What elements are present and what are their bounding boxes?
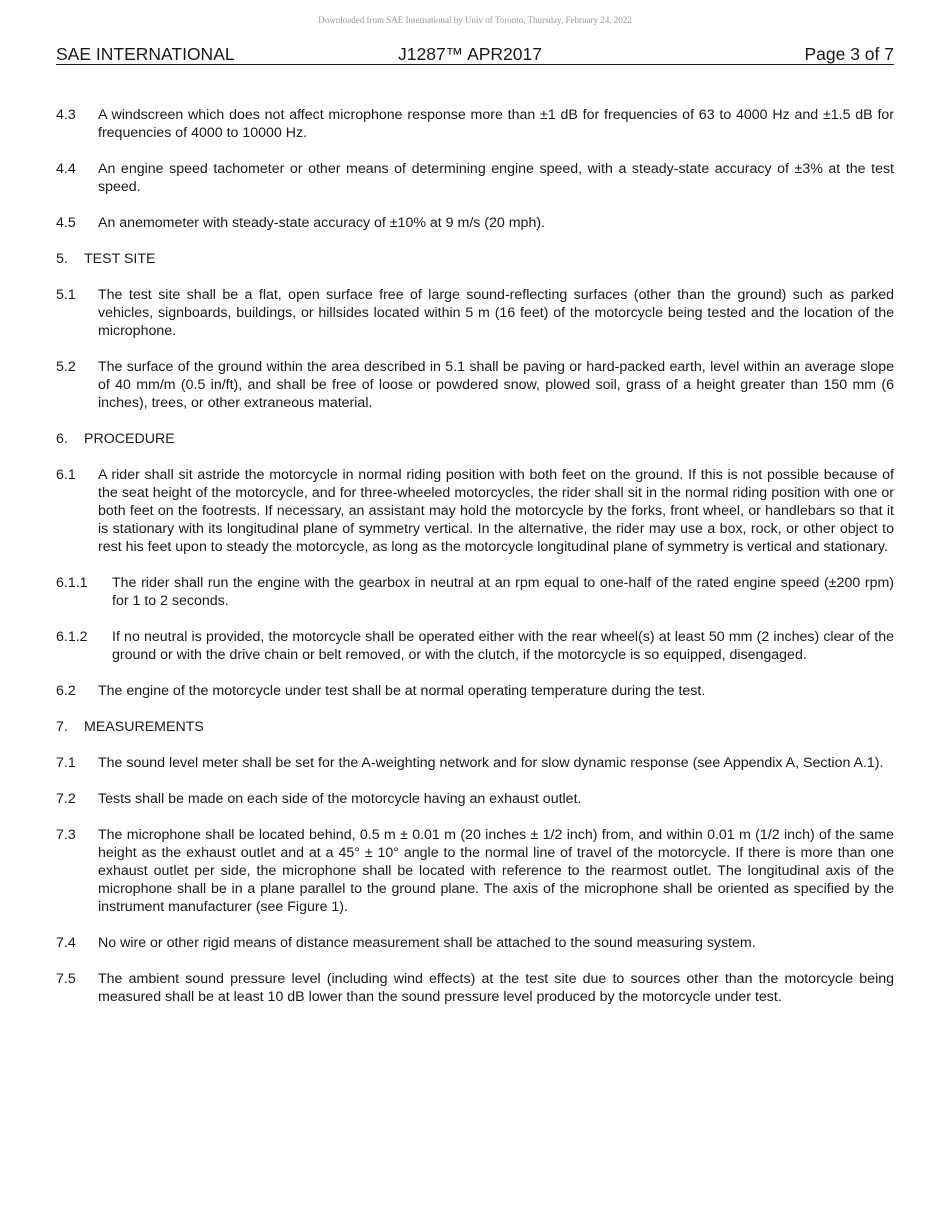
section-number: 6.1.1 [56,575,88,591]
heading-number: 7. [56,719,68,735]
section-text: An engine speed tachometer or other means of determining engine speed, with a steady-state accuracy of ±3% at the test speed. [98,161,894,195]
header-doc-id: J1287™ APR2017 [398,44,542,64]
section-5-1 [56,286,894,340]
section-4-5 [56,214,894,232]
heading-number: 5. [56,251,68,267]
section-number: 7.3 [56,827,76,843]
section-number: 6.1.2 [56,629,88,645]
document-body [56,106,894,1024]
heading-text: MEASUREMENTS [84,719,204,735]
section-7-1 [56,754,894,772]
section-number: 7.4 [56,935,76,951]
section-text: The rider shall run the engine with the gearbox in neutral at an rpm equal to one-half of the rated engine speed (±200 rpm) for 1 to 2 seconds. [112,575,894,609]
section-6-1-1 [56,574,894,610]
section-text: No wire or other rigid means of distance measurement shall be attached to the sound measuring system. [98,935,756,951]
section-text: The engine of the motorcycle under test shall be at normal operating temperature during the test. [98,683,706,699]
header-org: SAE INTERNATIONAL [56,44,235,64]
section-text: If no neutral is provided, the motorcycle shall be operated either with the rear wheel(s) at least 50 mm (2 inches) clear of the ground or with the drive chain or belt removed, or with the clutch, if the motorcycle is so equipped, disengaged. [112,629,894,663]
section-number: 4.5 [56,215,76,231]
section-number: 7.2 [56,791,76,807]
section-7-2 [56,790,894,808]
section-6-1 [56,466,894,556]
section-number: 7.1 [56,755,76,771]
heading-number: 6. [56,431,68,447]
section-text: A windscreen which does not affect microphone response more than ±1 dB for frequencies of 63 to 4000 Hz and ±1.5 dB for frequencies of 4000 to 10000 Hz. [98,107,894,141]
section-number: 5.2 [56,359,76,375]
heading-text: PROCEDURE [84,431,175,447]
heading-measurements [56,718,894,736]
section-text: The ambient sound pressure level (including wind effects) at the test site due to sources other than the motorcycle being measured shall be at least 10 dB lower than the sound pressure level produced by the motorcycle under test. [98,971,894,1005]
section-text: An anemometer with steady-state accuracy of ±10% at 9 m/s (20 mph). [98,215,546,231]
section-text: The surface of the ground within the area described in 5.1 shall be paving or hard-packed earth, level within an average slope of 40 mm/m (0.5 in/ft), and shall be free of loose or powdered snow, plowed soil, grass of a height greater than 150 mm (6 inches), trees, or other extraneous material. [98,359,894,411]
section-number: 6.1 [56,467,76,483]
section-number: 5.1 [56,287,76,303]
section-4-4 [56,160,894,196]
section-6-1-2 [56,628,894,664]
section-text: The microphone shall be located behind, 0.5 m ± 0.01 m (20 inches ± 1/2 inch) from, and within 0.01 m (1/2 inch) of the same height as the exhaust outlet and at a 45° ± 10° angle to the normal line of travel of the motorcycle. If there is more than one exhaust outlet per side, the microphone shall be located with reference to the rearmost outlet. The longitudinal axis of the microphone shall be in a plane parallel to the ground plane. The axis of the microphone shall be oriented as specified by the instrument manufacturer (see Figure 1). [98,827,894,915]
section-4-3 [56,106,894,142]
page-header [56,44,894,65]
section-7-4 [56,934,894,952]
section-text: Tests shall be made on each side of the motorcycle having an exhaust outlet. [98,791,582,807]
download-watermark: Downloaded from SAE International by Univ of Toronto, Thursday, February 24, 2022 [318,15,632,25]
section-number: 7.5 [56,971,76,987]
section-number: 4.3 [56,107,76,123]
heading-test-site [56,250,894,268]
section-7-3 [56,826,894,916]
heading-procedure [56,430,894,448]
section-number: 4.4 [56,161,76,177]
section-text: The sound level meter shall be set for the A-weighting network and for slow dynamic response (see Appendix A, Section A.1). [98,755,884,771]
heading-text: TEST SITE [84,251,156,267]
section-text: The test site shall be a flat, open surface free of large sound-reflecting surfaces (other than the ground) such as parked vehicles, signboards, buildings, or hillsides located within 5 m (16 feet) of the motorcycle being tested and the location of the microphone. [98,287,894,339]
section-text: A rider shall sit astride the motorcycle in normal riding position with both feet on the ground. If this is not possible because of the seat height of the motorcycle, and for three-wheeled motorcycles, the rider shall sit in the normal riding position with one or both feet on the footrests. If necessary, an assistant may hold the motorcycle by the forks, front wheel, or handlebars so that it is stationary with its longitudinal plane of symmetry vertical. In the alternative, the rider may use a box, rock, or other object to rest his feet upon to steady the motorcycle, as long as the motorcycle longitudinal plane of symmetry is vertical and stationary. [98,467,894,555]
section-6-2 [56,682,894,700]
section-5-2 [56,358,894,412]
section-number: 6.2 [56,683,76,699]
section-7-5 [56,970,894,1006]
header-page-number: Page 3 of 7 [804,44,894,64]
